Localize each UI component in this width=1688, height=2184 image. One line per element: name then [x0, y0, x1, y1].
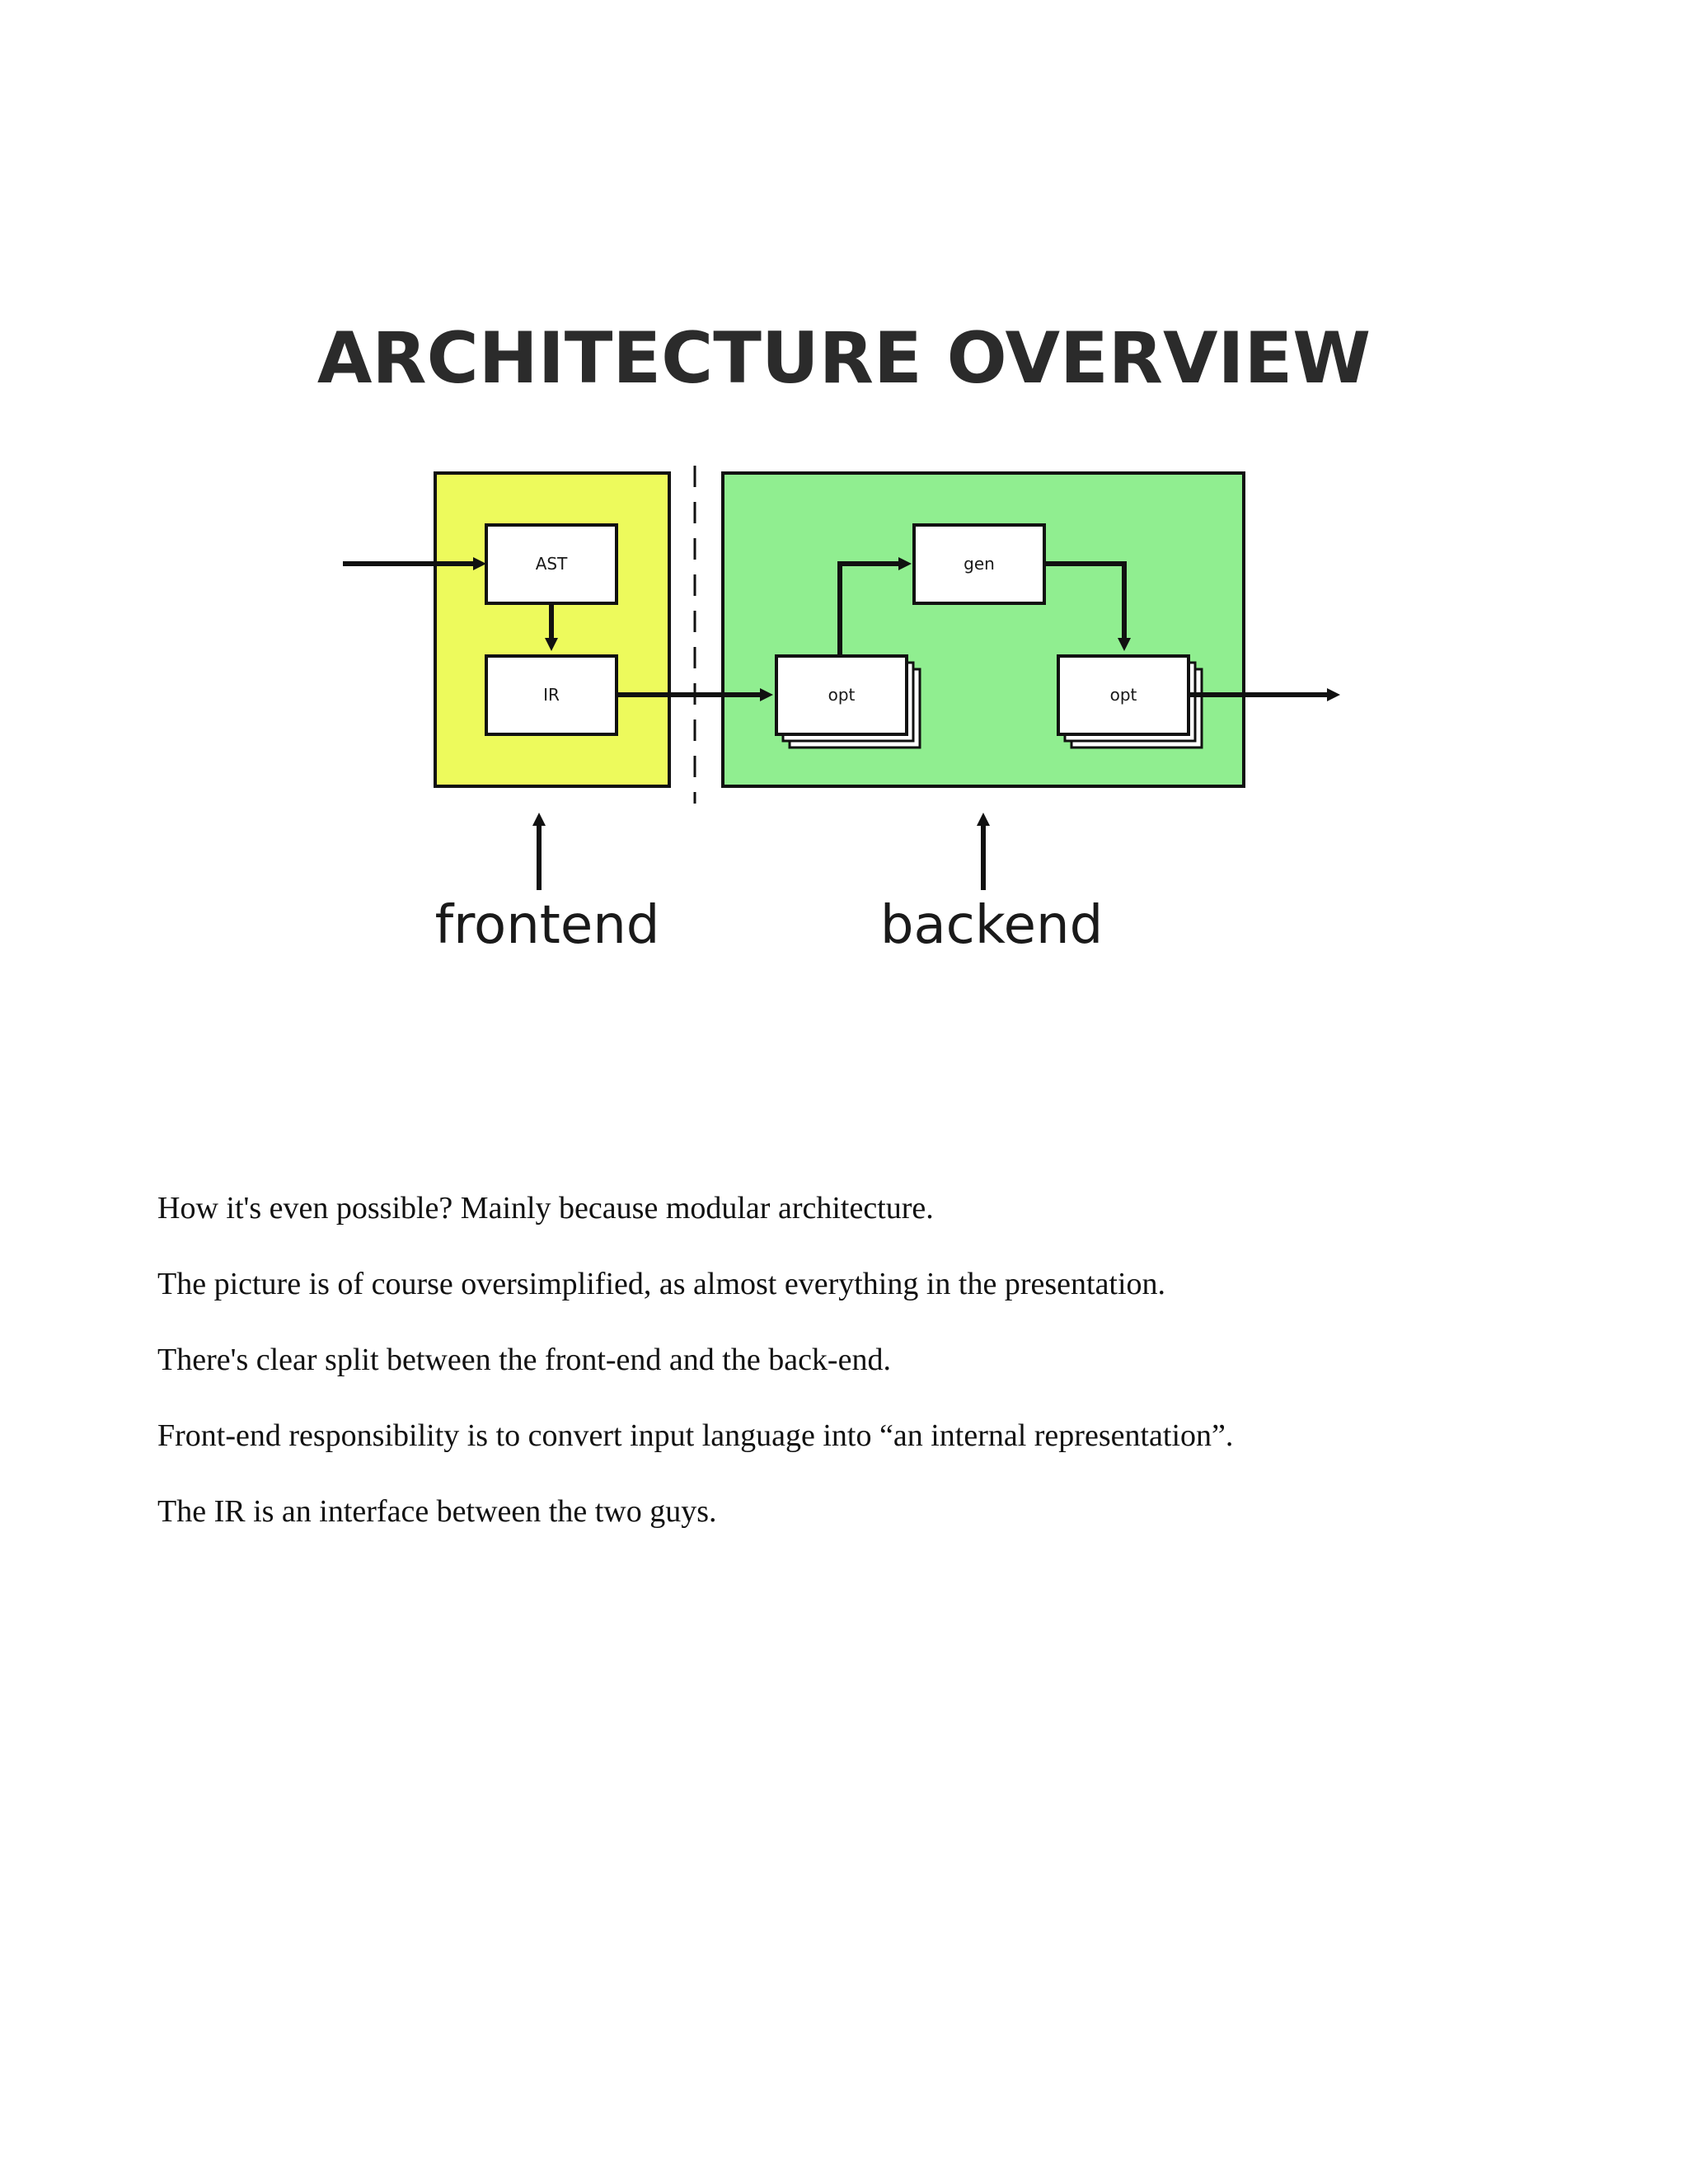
ir-label: IR — [543, 685, 560, 705]
notes-paragraph: There's clear split between the front-end and the back-end. — [157, 1343, 891, 1377]
notes-paragraph: The picture is of course oversimplified, as almost everything in the presentation. — [157, 1267, 1166, 1301]
notes-paragraph: The IR is an interface between the two guys. — [157, 1494, 717, 1529]
notes-paragraph: How it's even possible? Mainly because modular architecture. — [157, 1191, 934, 1226]
ast-node — [486, 525, 617, 603]
opt-left-node — [776, 656, 920, 748]
gen-label: gen — [964, 554, 995, 574]
notes-paragraph: Front-end responsibility is to convert input language into “an internal representation”. — [157, 1418, 1234, 1453]
backend-label: backend — [879, 895, 1104, 956]
ir-node — [486, 656, 617, 734]
opt-left-label: opt — [828, 685, 856, 705]
frontend-label: frontend — [434, 895, 660, 956]
ast-label: AST — [535, 554, 568, 574]
gen-node — [914, 525, 1044, 603]
opt-right-label: opt — [1109, 685, 1137, 705]
speaker-notes — [157, 1193, 1559, 1572]
slide-title: ARCHITECTURE OVERVIEW — [316, 317, 1372, 400]
opt-right-node — [1058, 656, 1202, 748]
